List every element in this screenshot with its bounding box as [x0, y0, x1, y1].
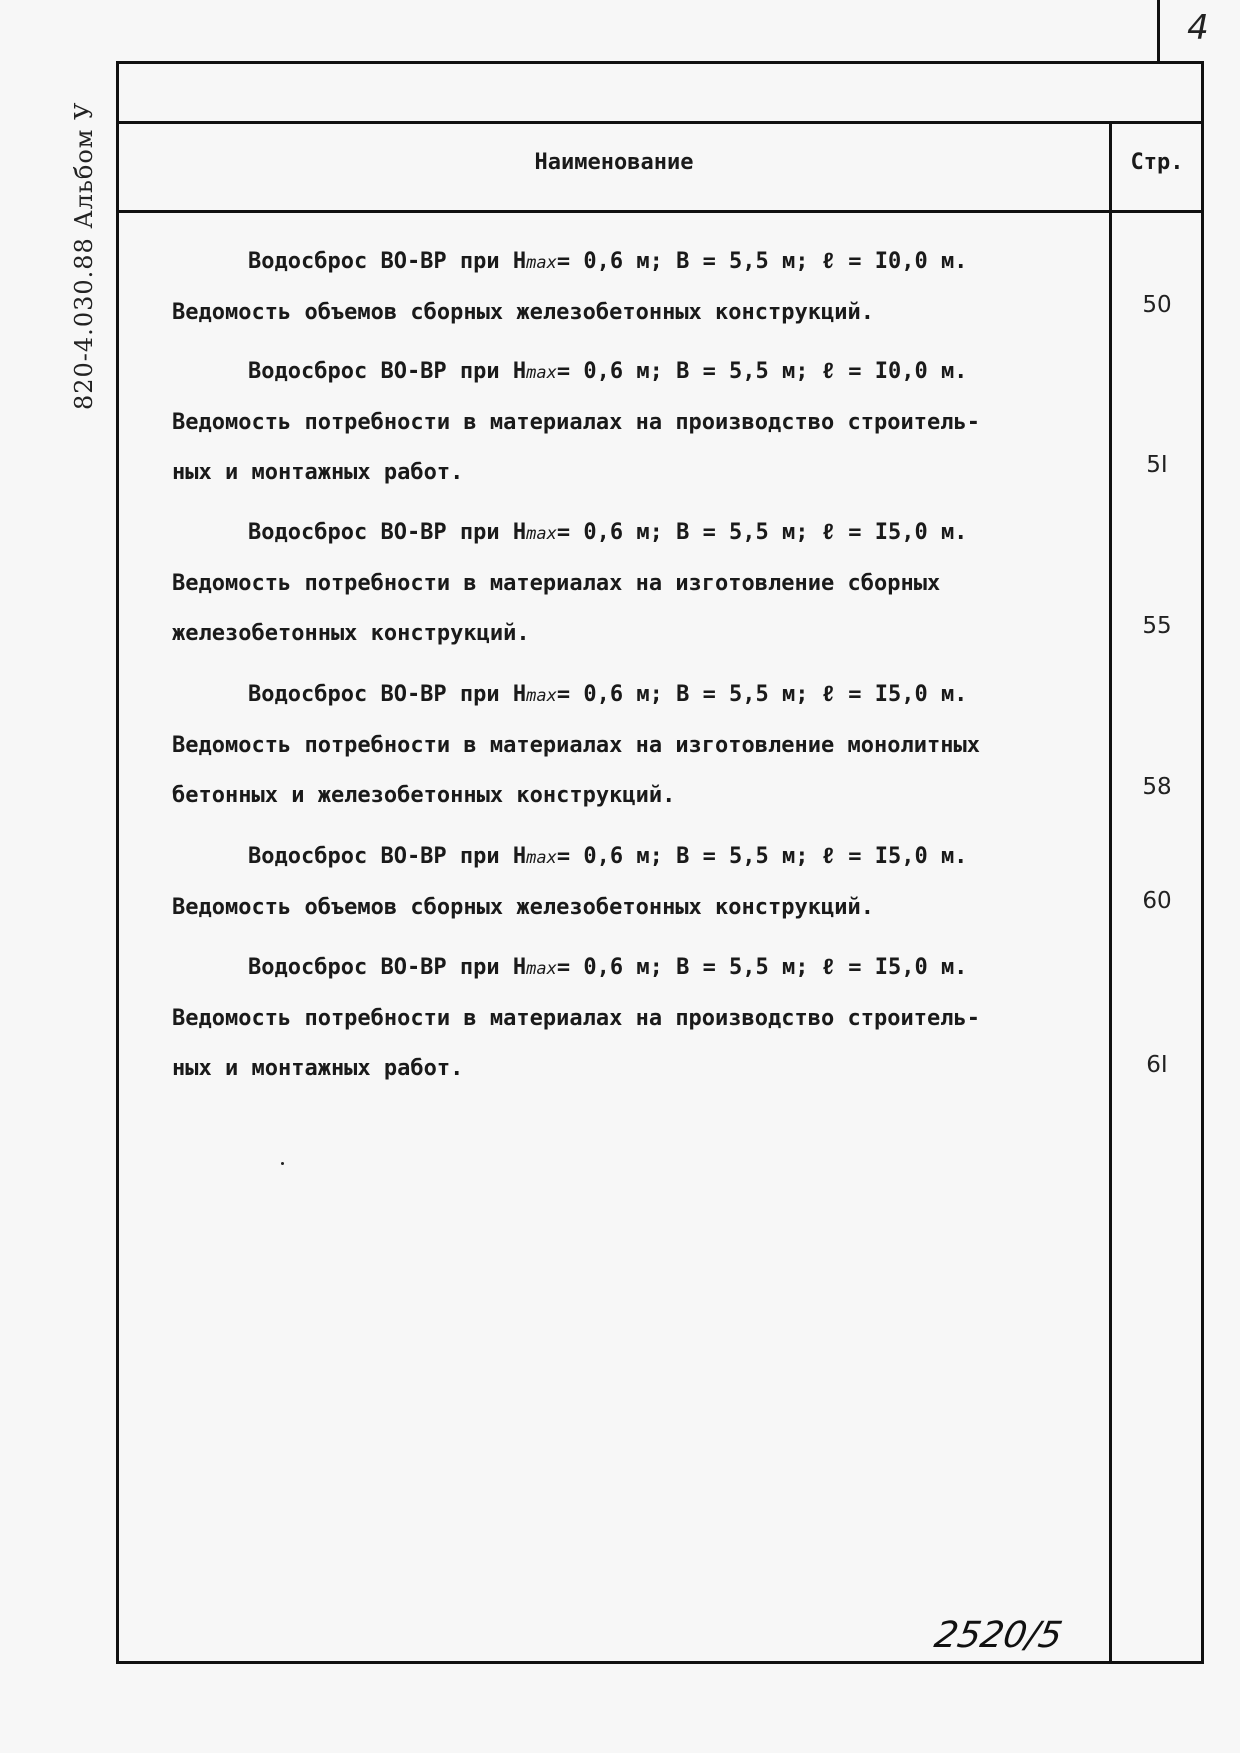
entry-description-line: ных и монтажных работ. [172, 460, 464, 485]
entry-description-line: Ведомость потребности в материалах на производство строитель- [172, 1006, 980, 1031]
column-header-name: Наименование [534, 150, 694, 175]
entry-description-line: ных и монтажных работ. [172, 1056, 464, 1081]
entry-description-line: Ведомость объемов сборных железобетонных конструкций. [172, 895, 874, 920]
table-row [172, 237, 1112, 338]
entry-description-line: железобетонных конструкций. [172, 621, 530, 646]
frame-bottom [117, 1661, 1204, 1664]
table-row [172, 508, 1112, 659]
document-code-label: 820-4.030.88 Альбом У [70, 101, 98, 410]
entry-title-line: Водосброс ВО-ВР при Hmax= 0,6 м; В = 5,5 м; ℓ = I0,0 м. [248, 249, 968, 274]
page-number: 4 [1187, 8, 1209, 48]
entry-page-number: 6I [1146, 1052, 1168, 1078]
page-box-left-border [1157, 0, 1160, 62]
header-top-line [117, 121, 1202, 124]
stray-mark [281, 1162, 284, 1165]
entry-page-number: 55 [1142, 613, 1172, 639]
table-row [172, 832, 1112, 933]
table-row [172, 347, 1112, 498]
entry-page-number: 5I [1146, 452, 1168, 478]
entry-page-number: 60 [1142, 888, 1172, 914]
entry-description-line: Ведомость объемов сборных железобетонных конструкций. [172, 300, 874, 325]
column-header-page: Стр. [1130, 150, 1184, 175]
entry-title-line: Водосброс ВО-ВР при Hmax= 0,6 м; В = 5,5 м; ℓ = I5,0 м. [248, 955, 968, 980]
entry-page-number: 50 [1142, 292, 1172, 318]
entry-page-number: 58 [1142, 774, 1172, 800]
entry-description-line: Ведомость потребности в материалах на производство строитель- [172, 410, 980, 435]
entry-title-line: Водосброс ВО-ВР при Hmax= 0,6 м; В = 5,5 м; ℓ = I0,0 м. [248, 359, 968, 384]
frame-left [116, 61, 119, 1664]
header-bottom-line [117, 210, 1202, 213]
frame-top [117, 61, 1204, 64]
entry-description-line: бетонных и железобетонных конструкций. [172, 783, 676, 808]
entry-title-line: Водосброс ВО-ВР при Hmax= 0,6 м; В = 5,5 м; ℓ = I5,0 м. [248, 682, 968, 707]
table-row [172, 670, 1112, 821]
entry-description-line: Ведомость потребности в материалах на изготовление сборных [172, 571, 941, 596]
table-row [172, 943, 1112, 1094]
entry-title-line: Водосброс ВО-ВР при Hmax= 0,6 м; В = 5,5 м; ℓ = I5,0 м. [248, 520, 968, 545]
handwritten-sheet-number: 2520/5 [931, 1615, 1066, 1656]
entry-title-line: Водосброс ВО-ВР при Hmax= 0,6 м; В = 5,5 м; ℓ = I5,0 м. [248, 844, 968, 869]
entry-description-line: Ведомость потребности в материалах на изготовление монолитных [172, 733, 980, 758]
